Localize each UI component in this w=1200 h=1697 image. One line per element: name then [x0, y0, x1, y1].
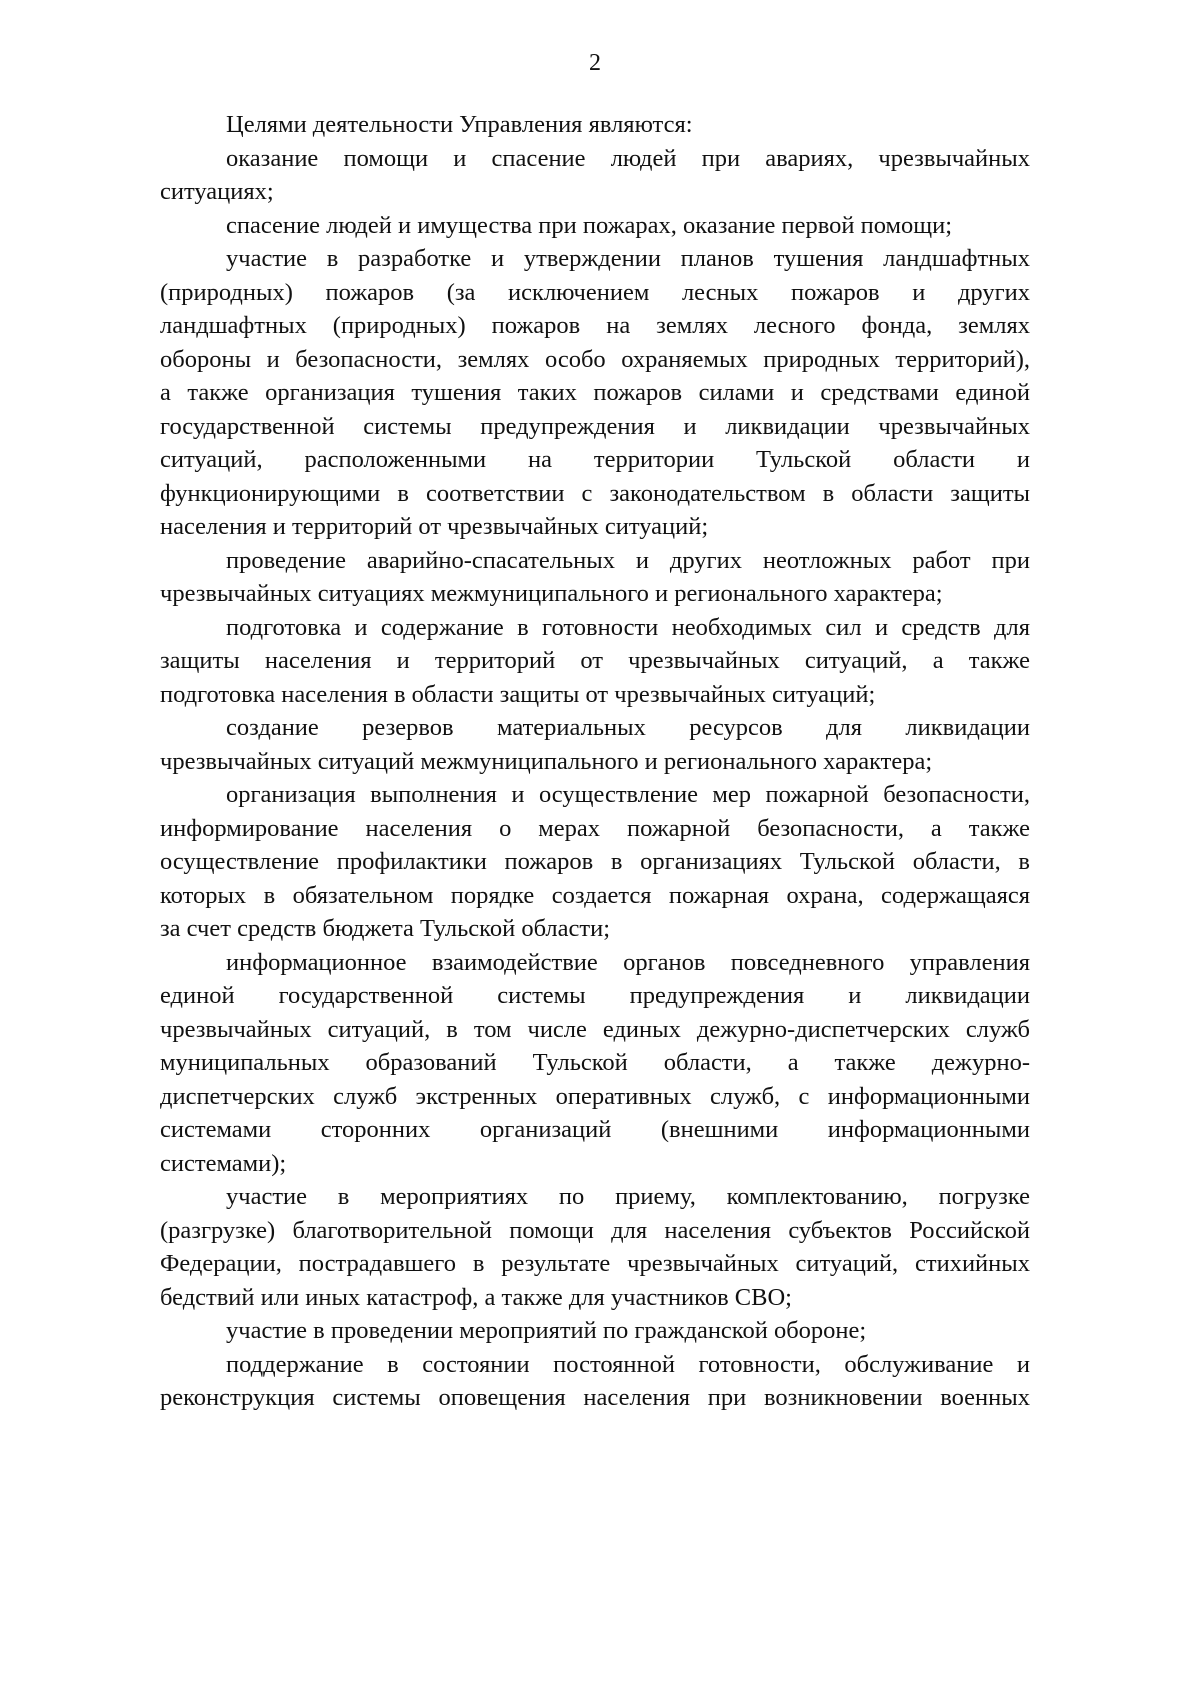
text-line: организация выполнения и осуществление мер пожарной безопасности,	[226, 781, 1030, 808]
text-line: (разгрузке) благотворительной помощи для населения субъектов Российской	[160, 1216, 1030, 1244]
paragraph	[160, 946, 1030, 1181]
paragraph	[160, 778, 1030, 946]
text-line: диспетчерских служб экстренных оперативных служб, с информационными	[160, 1082, 1030, 1110]
paragraph	[160, 611, 1030, 712]
text-line: спасение людей и имущества при пожарах, оказание первой помощи;	[226, 211, 953, 239]
text-line: которых в обязательном порядке создается пожарная охрана, содержащаяся	[160, 881, 1030, 909]
text-line: осуществление профилактики пожаров в организациях Тульской области, в	[160, 848, 1030, 875]
text-line: (природных) пожаров (за исключением лесных пожаров и других	[160, 278, 1030, 306]
paragraph	[160, 1180, 1030, 1314]
text-line: чрезвычайных ситуациях межмуниципального и регионального характера;	[160, 580, 943, 607]
text-line: муниципальных образований Тульской области, а также дежурно-	[160, 1049, 1030, 1076]
text-line: участие в разработке и утверждении планов тушения ландшафтных	[226, 245, 1030, 272]
text-line: системами);	[160, 1149, 287, 1177]
text-line: за счет средств бюджета Тульской области;	[160, 915, 611, 942]
paragraph	[160, 108, 1030, 142]
text-line: Федерации, пострадавшего в результате чрезвычайных ситуаций, стихийных	[160, 1250, 1030, 1277]
paragraph	[160, 1314, 1030, 1348]
paragraph	[160, 544, 1030, 611]
text-line: проведение аварийно-спасательных и других неотложных работ при	[226, 546, 1030, 574]
paragraph	[160, 242, 1030, 544]
text-line: подготовка и содержание в готовности необходимых сил и средств для	[226, 613, 1030, 641]
text-line: информирование населения о мерах пожарной безопасности, а также	[160, 814, 1030, 842]
text-line: защиты населения и территорий от чрезвычайных ситуаций, а также	[160, 647, 1030, 674]
text-line: подготовка населения в области защиты от чрезвычайных ситуаций;	[160, 680, 876, 708]
text-line: участие в мероприятиях по приему, комплектованию, погрузке	[226, 1183, 1030, 1210]
document-body	[160, 108, 1030, 1415]
text-line: поддержание в состоянии постоянной готовности, обслуживание и	[226, 1350, 1030, 1378]
page-number: 2	[589, 50, 601, 76]
text-line: оказание помощи и спасение людей при авариях, чрезвычайных	[226, 144, 1030, 172]
paragraph	[160, 209, 1030, 243]
text-line: бедствий или иных катастроф, а также для участников СВО;	[160, 1283, 792, 1311]
text-line: чрезвычайных ситуаций, в том числе единых дежурно-диспетчерских служб	[160, 1015, 1030, 1043]
text-line: ситуациях;	[160, 178, 274, 205]
text-line: создание резервов материальных ресурсов для ликвидации	[226, 714, 1030, 741]
text-line: реконструкция системы оповещения населения при возникновении военных	[160, 1384, 1030, 1411]
text-line: ландшафтных (природных) пожаров на землях лесного фонда, землях	[160, 312, 1030, 339]
text-line: информационное взаимодействие органов повседневного управления	[226, 948, 1030, 976]
text-line: участие в проведении мероприятий по гражданской обороне;	[226, 1317, 867, 1344]
text-line: государственной системы предупреждения и ликвидации чрезвычайных	[160, 412, 1030, 440]
text-line: системами сторонних организаций (внешними информационными	[160, 1116, 1030, 1143]
text-line: единой государственной системы предупреждения и ликвидации	[160, 982, 1030, 1009]
text-line: населения и территорий от чрезвычайных ситуаций;	[160, 513, 709, 540]
paragraph	[160, 142, 1030, 209]
text-line: функционирующими в соответствии с законодательством в области защиты	[160, 479, 1030, 507]
text-line: ситуаций, расположенными на территории Тульской области и	[160, 446, 1030, 473]
text-line: Целями деятельности Управления являются:	[226, 111, 693, 138]
paragraph	[160, 1348, 1030, 1415]
text-line: чрезвычайных ситуаций межмуниципального и регионального характера;	[160, 747, 933, 775]
text-line: обороны и безопасности, землях особо охраняемых природных территорий),	[160, 345, 1030, 373]
paragraph	[160, 711, 1030, 778]
text-line: а также организация тушения таких пожаров силами и средствами единой	[160, 379, 1030, 406]
